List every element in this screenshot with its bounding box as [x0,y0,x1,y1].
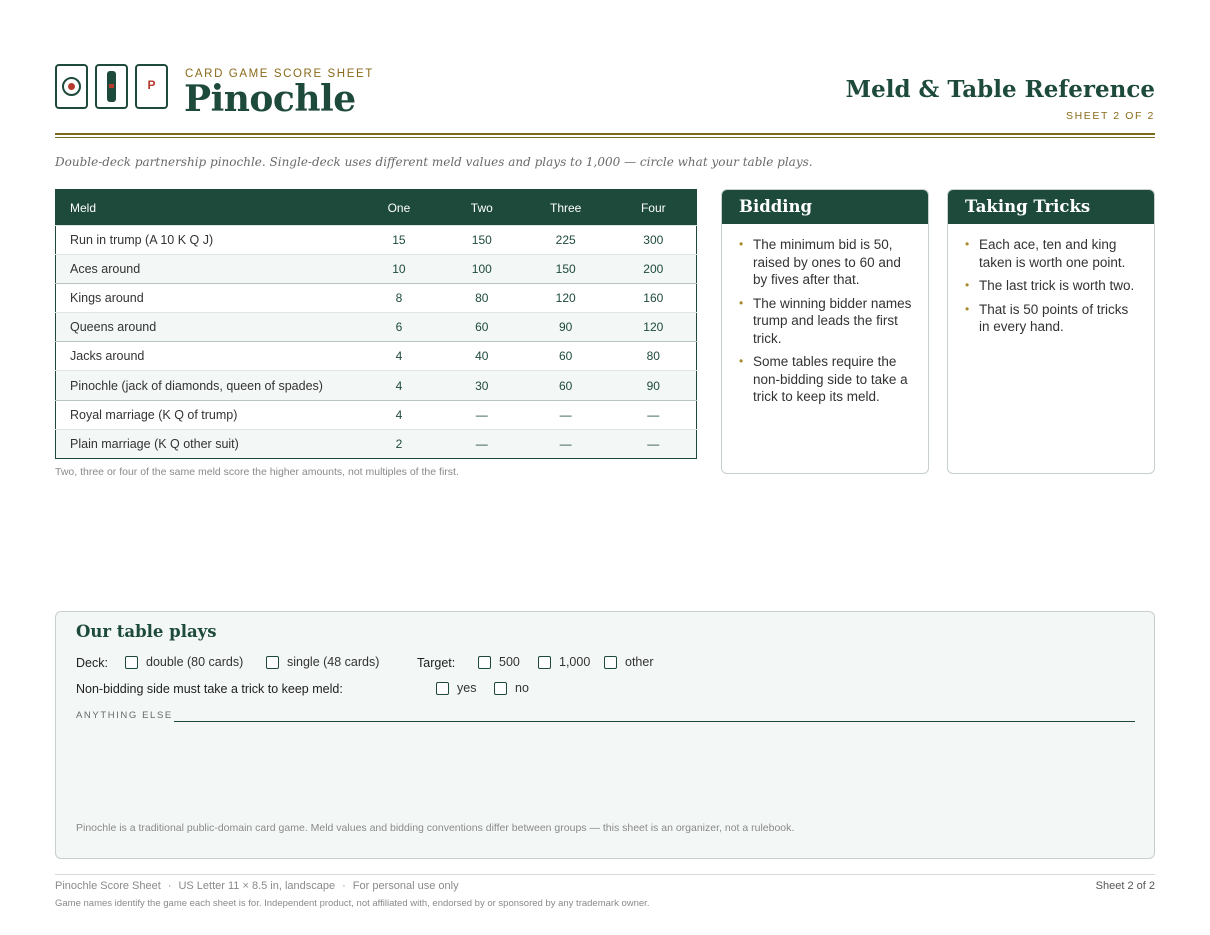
value-cell: 150 [443,226,521,255]
value-cell: 60 [521,371,611,400]
meld-name: Plain marriage (K Q other suit) [56,429,356,458]
deck-label: Deck: [76,656,108,670]
sheet-number: SHEET 2 OF 2 [1065,110,1155,122]
meld-name: Royal marriage (K Q of trump) [56,400,356,429]
value-cell: 300 [611,226,697,255]
checkbox[interactable] [538,656,551,669]
value-cell: 90 [521,313,611,342]
tricks-title: Taking Tricks [948,190,1154,224]
value-cell: 100 [443,255,521,284]
option-label: 1,000 [559,655,591,669]
footer-page: Sheet 2 of 2 [1095,880,1155,892]
value-cell: 4 [355,400,443,429]
card-ring-icon [55,64,88,109]
nonbid-option-yes[interactable] [436,681,476,695]
list-item: • The winning bidder names trump and leads the first trick. [739,295,916,348]
disclaimer: Game names identify the game each sheet is for. Independent product, not affiliated with, endorsed by or sponsored by any trademark owner. [55,898,650,909]
value-cell: 225 [521,226,611,255]
table-row [56,255,697,284]
meld-name: Jacks around [56,342,356,371]
col-header-one: One [355,190,443,226]
value-cell: 8 [355,284,443,313]
checkbox[interactable] [478,656,491,669]
footer-rule [55,874,1155,875]
target-label: Target: [417,656,456,670]
col-header-four: Four [611,190,697,226]
table-row [56,284,697,313]
value-cell: 4 [355,371,443,400]
col-header-two: Two [443,190,521,226]
value-cell: 2 [355,429,443,458]
option-label: single (48 cards) [287,655,380,669]
nonbid-option-no[interactable] [494,681,529,695]
value-cell: 90 [611,371,697,400]
meld-name: Run in trump (A 10 K Q J) [56,226,356,255]
header-rule-thin [55,137,1155,138]
footer-name: Pinochle Score Sheet [55,880,161,892]
table-note: Two, three or four of the same meld score the higher amounts, not multiples of the first. [55,466,459,478]
value-cell: 10 [355,255,443,284]
card-bar-icon [95,64,128,109]
footer-paper: US Letter 11 × 8.5 in, landscape [178,880,336,892]
intro-text: Double-deck partnership pinochle. Single-deck uses different meld values and plays to 1,000 — circle what your table plays. [55,155,813,169]
bidding-list [722,224,928,406]
anything-else-line[interactable] [174,721,1135,722]
value-cell: — [611,429,697,458]
card-letter-icon: P [135,64,168,109]
value-cell: — [611,400,697,429]
table-row [56,429,697,458]
table-row [56,400,697,429]
value-cell: — [521,429,611,458]
value-cell: 6 [355,313,443,342]
target-option-500[interactable] [478,655,520,669]
anything-else-label: ANYTHING ELSE [76,710,173,721]
value-cell: 120 [521,284,611,313]
option-label: 500 [499,655,520,669]
value-cell: 80 [443,284,521,313]
tricks-panel [947,189,1155,474]
checkbox[interactable] [494,682,507,695]
list-item: • The minimum bid is 50, raised by ones to 60 and by fives after that. [739,236,916,289]
table-row [56,313,697,342]
list-item: • That is 50 points of tricks in every hand. [965,301,1142,336]
value-cell: 60 [521,342,611,371]
value-cell: 4 [355,342,443,371]
meld-name: Kings around [56,284,356,313]
footer-separator: · [342,880,346,892]
value-cell: 15 [355,226,443,255]
meld-table [55,189,697,459]
reference-title: Meld & Table Reference [845,76,1155,103]
checkbox[interactable] [125,656,138,669]
meld-name: Queens around [56,313,356,342]
target-option-other[interactable] [604,655,654,669]
option-label: yes [457,681,477,695]
table-plays-section [55,611,1155,859]
value-cell: 150 [521,255,611,284]
value-cell: 80 [611,342,697,371]
col-header-meld: Meld [56,190,356,226]
value-cell: 200 [611,255,697,284]
bidding-title: Bidding [722,190,928,224]
list-item: • The last trick is worth two. [965,277,1142,295]
deck-option-single[interactable] [266,655,379,669]
page-header [55,62,1155,128]
meld-name: Aces around [56,255,356,284]
page-footer [55,880,1155,892]
option-label: other [625,655,654,669]
table-row [56,226,697,255]
col-header-three: Three [521,190,611,226]
tricks-list [948,224,1154,336]
table-header-row [56,190,697,226]
table-row [56,371,697,400]
value-cell: — [521,400,611,429]
nonbid-label: Non-bidding side must take a trick to keep meld: [76,682,343,696]
page-title: Pinochle [184,78,356,120]
meld-name: Pinochle (jack of diamonds, queen of spades) [56,371,356,400]
list-item: • Each ace, ten and king taken is worth one point. [965,236,1142,271]
value-cell: — [443,400,521,429]
footer-use: For personal use only [352,880,459,892]
option-label: no [515,681,529,695]
value-cell: 120 [611,313,697,342]
eyebrow: CARD GAME SCORE SHEET [185,68,374,80]
plays-footnote: Pinochle is a traditional public-domain card game. Meld values and bidding conventions differ between groups — this sheet is an organizer, not a rulebook. [76,822,795,834]
bidding-panel [721,189,929,474]
target-option-1000[interactable] [538,655,590,669]
plays-title: Our table plays [76,622,217,641]
value-cell: 60 [443,313,521,342]
value-cell: 160 [611,284,697,313]
deck-option-double[interactable] [125,655,243,669]
list-item: • Some tables require the non-bidding side to take a trick to keep its meld. [739,353,916,406]
table-row [56,342,697,371]
footer-separator: · [167,880,172,892]
option-label: double (80 cards) [146,655,244,669]
checkbox[interactable] [266,656,279,669]
header-rule [55,133,1155,135]
value-cell: 30 [443,371,521,400]
card-logo [55,64,168,109]
value-cell: 40 [443,342,521,371]
value-cell: — [443,429,521,458]
checkbox[interactable] [436,682,449,695]
checkbox[interactable] [604,656,617,669]
